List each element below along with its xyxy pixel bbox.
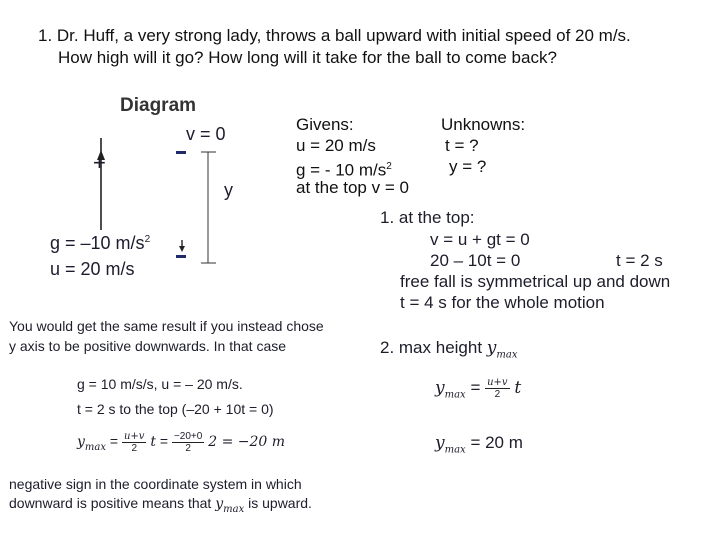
alt-fraction-2 <box>172 431 204 454</box>
neg-ymax-y: y <box>215 496 224 512</box>
unknowns-heading: Unknowns: <box>441 115 526 134</box>
alt-note-line-1: You would get the same result if you instead chose <box>9 318 324 334</box>
alt-g-u: g = 10 m/s/s, u = – 20 m/s. <box>77 376 243 392</box>
unknown-y: y = ? <box>449 157 487 176</box>
given-g-exponent: 2 <box>386 161 392 172</box>
diagram-figure <box>50 120 250 280</box>
diagram-v-top: v = 0 <box>186 124 226 144</box>
given-g-text: g = - 10 m/s <box>296 160 387 180</box>
height-bracket <box>201 152 216 263</box>
alt-ymax-formula: $y_{max}$ = $\frac{u+v}{2}$ t = $\frac{-20+0}{2}$ 2 = −20 m <box>77 431 286 454</box>
alt-formula-y: y <box>77 434 85 451</box>
fraction-denominator: 2 <box>494 389 501 400</box>
ymax-y: y <box>486 338 497 358</box>
result-value: = 20 m <box>470 433 523 452</box>
step1-symmetry: free fall is symmetrical up and down <box>400 272 671 291</box>
alt-frac2-num: −20+0 <box>173 431 203 442</box>
ymax-symbol <box>486 338 518 361</box>
result-y: y <box>435 433 445 453</box>
formula-t: t <box>514 377 522 398</box>
step1-heading: 1. at the top: <box>380 208 475 227</box>
alt-frac1-num: u+v <box>123 431 145 442</box>
unknown-t: t = ? <box>445 136 479 155</box>
neg-line2-a: downward is positive means that <box>9 495 212 511</box>
step1-t-result: t = 2 s <box>616 251 663 270</box>
step2-heading <box>380 338 518 360</box>
diagram-plus-label: + <box>93 150 106 175</box>
givens-heading: Givens: <box>296 115 354 134</box>
unknowns-block <box>441 114 525 177</box>
step1-whole-motion: t = 4 s for the whole motion <box>400 293 605 312</box>
given-g <box>296 156 409 180</box>
result-sub: max <box>444 444 466 456</box>
ymax-result <box>435 433 523 455</box>
alt-result: 2 = −20 m <box>208 434 286 451</box>
question-line-2: How high will it go? How long will it take for the ball to come back? <box>58 48 557 67</box>
alt-t: t = 2 s to the top (–20 + 10t = 0) <box>77 401 274 417</box>
ymax-formula: $y_{max}$ = $\frac{u+v}{2}$ t <box>435 377 522 401</box>
step2-heading-text: 2. max height <box>380 338 483 357</box>
bottom-ball-marker <box>176 255 186 258</box>
gravity-arrow <box>179 240 185 252</box>
g-value-text: g = –10 m/s <box>50 233 145 253</box>
neg-ymax-sub: max <box>223 503 245 515</box>
alt-formula-t: t <box>150 434 156 451</box>
step1-eq2: 20 – 10t = 0 <box>430 251 521 270</box>
question-line-1: 1. Dr. Huff, a very strong lady, throws a ball upward with initial speed of 20 m/s. <box>38 26 631 45</box>
diagram-y-label: y <box>224 180 233 200</box>
alt-fraction-1 <box>122 431 146 454</box>
givens-block <box>296 114 409 198</box>
given-u: u = 20 m/s <box>296 136 376 155</box>
step1-eq1: v = u + gt = 0 <box>430 230 530 249</box>
ymax-sub: max <box>496 349 518 361</box>
alt-frac1-den: 2 <box>131 443 137 454</box>
alt-frac2-den: 2 <box>185 443 191 454</box>
diagram-title: Diagram <box>120 95 197 116</box>
neg-sign-line-1: negative sign in the coordinate system in which <box>9 476 302 492</box>
alt-note-line-2: y axis to be positive downwards. In that case <box>9 338 287 354</box>
formula-fraction <box>485 377 509 400</box>
neg-line2-b: is upward. <box>248 495 312 511</box>
alt-formula-sub: max <box>84 442 107 453</box>
diagram-u-value: u = 20 m/s <box>50 259 135 279</box>
given-top: at the top v = 0 <box>296 178 409 197</box>
fraction-numerator: u+v <box>487 377 508 388</box>
neg-sign-line-2 <box>9 495 312 515</box>
g-exponent: 2 <box>144 234 151 245</box>
diagram-g-value <box>50 233 150 254</box>
formula-y: y <box>435 377 445 398</box>
formula-sub: max <box>444 389 466 401</box>
top-ball-marker <box>176 151 186 154</box>
